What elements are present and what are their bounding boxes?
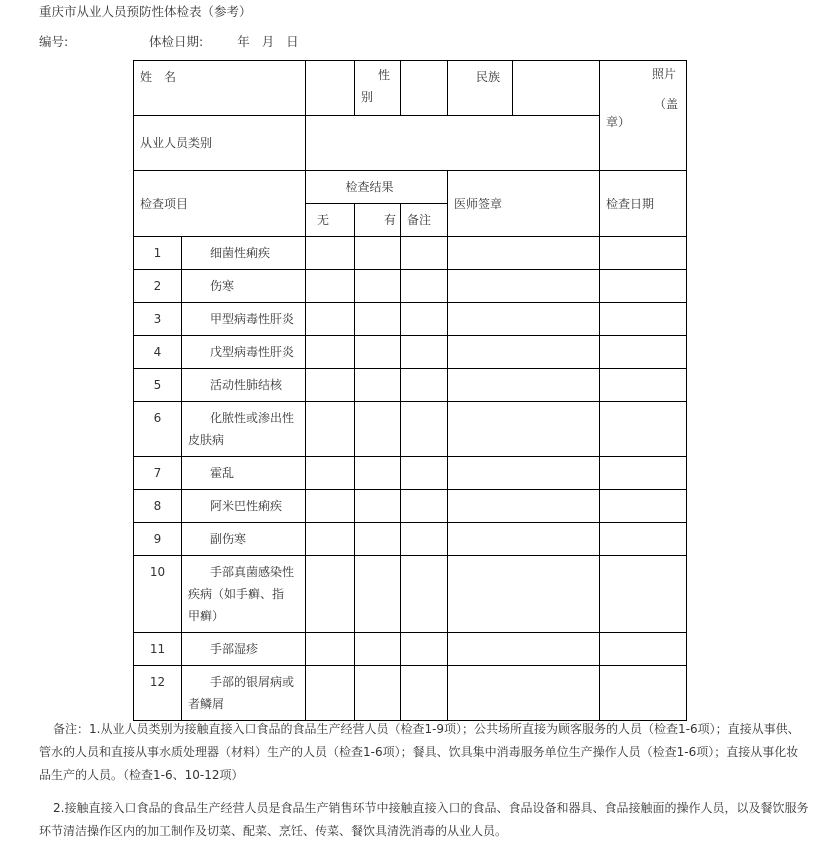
doctor-sign-cell[interactable] — [448, 303, 600, 336]
exam-date-cell[interactable] — [600, 633, 687, 666]
table-row — [134, 237, 687, 270]
table-row — [134, 303, 687, 336]
exam-date-cell[interactable] — [600, 523, 687, 556]
table-row — [134, 523, 687, 556]
result-no-cell[interactable] — [306, 237, 355, 270]
doctor-sign-cell[interactable] — [448, 457, 600, 490]
photo-cell — [600, 61, 687, 171]
doctor-sign-cell[interactable] — [448, 336, 600, 369]
item-name: 活动性肺结核 — [182, 369, 306, 402]
item-header-cell — [134, 171, 306, 237]
item-number: 12 — [134, 666, 182, 721]
result-no-cell[interactable] — [306, 457, 355, 490]
exam-date-cell[interactable] — [600, 457, 687, 490]
result-yes-cell[interactable] — [355, 633, 401, 666]
item-name: 手部真菌感染性 疾病（如手癣、指 甲癣） — [182, 556, 306, 633]
item-number: 8 — [134, 490, 182, 523]
result-yes-cell[interactable] — [355, 336, 401, 369]
doctor-sign-cell[interactable] — [448, 523, 600, 556]
doctor-sign-cell[interactable] — [448, 237, 600, 270]
result-yes-cell[interactable] — [355, 270, 401, 303]
result-note-cell[interactable] — [401, 369, 448, 402]
doctor-header-cell — [448, 171, 600, 237]
result-note-cell[interactable] — [401, 556, 448, 633]
date-header: 检查日期 — [606, 196, 655, 211]
photo-label-2: （盖 — [654, 97, 679, 111]
item-name: 甲型病毒性肝炎 — [182, 303, 306, 336]
doctor-sign-cell[interactable] — [448, 556, 600, 633]
result-yes-cell[interactable] — [355, 666, 401, 721]
exam-date-cell[interactable] — [600, 237, 687, 270]
gender-label-2: 别 — [361, 90, 374, 104]
result-no-cell[interactable] — [306, 490, 355, 523]
exam-date-cell[interactable] — [600, 490, 687, 523]
exam-form-table — [133, 60, 687, 721]
result-yes-cell[interactable] — [355, 490, 401, 523]
doctor-sign-cell[interactable] — [448, 666, 600, 721]
item-number: 7 — [134, 457, 182, 490]
name-label-cell — [134, 61, 306, 116]
table-row — [134, 369, 687, 402]
result-no-cell[interactable] — [306, 369, 355, 402]
doctor-sign-cell[interactable] — [448, 490, 600, 523]
item-number: 11 — [134, 633, 182, 666]
result-no-cell[interactable] — [306, 666, 355, 721]
item-number: 9 — [134, 523, 182, 556]
item-name: 化脓性或渗出性 皮肤病 — [182, 402, 306, 457]
exam-date-label: 体检日期: — [149, 34, 204, 49]
result-note-cell[interactable] — [401, 336, 448, 369]
note-paragraph-1: 备注：1.从业人员类别为接触直接入口食品的食品生产经营人员（检查1-9项）；公共场所直接为顾客服务的人员（检查1-6项）；直接从事供、管水的人员和直接从事水质处理器（材料）生产的人员（检查1-6项）；餐具、饮具集中消毒服务单位生产操作人员（检查1-6项）；直接从事化妆品生产的人员。（检查1-6、10-12项） — [39, 722, 800, 782]
result-yes-cell[interactable] — [355, 303, 401, 336]
name-value-cell[interactable] — [306, 61, 355, 116]
photo-label-1: 照片 — [652, 67, 677, 81]
category-value-cell[interactable] — [306, 116, 600, 171]
item-number: 3 — [134, 303, 182, 336]
ethnicity-value-cell[interactable] — [513, 61, 600, 116]
category-label: 从业人员类别 — [140, 136, 213, 150]
result-no-cell[interactable] — [306, 556, 355, 633]
name-label: 姓 名 — [140, 70, 177, 84]
exam-date-cell[interactable] — [600, 666, 687, 721]
table-row — [134, 633, 687, 666]
result-yes-header: 有 — [355, 204, 401, 237]
result-no-cell[interactable] — [306, 633, 355, 666]
exam-date-cell[interactable] — [600, 303, 687, 336]
exam-date-cell[interactable] — [600, 336, 687, 369]
result-yes-cell[interactable] — [355, 402, 401, 457]
month-label: 月 — [261, 34, 275, 49]
result-no-cell[interactable] — [306, 523, 355, 556]
year-label: 年 — [237, 34, 250, 49]
item-number: 6 — [134, 402, 182, 457]
item-name: 手部的银屑病或 者鳞屑 — [182, 666, 306, 721]
item-name: 戊型病毒性肝炎 — [182, 336, 306, 369]
table-row — [134, 666, 687, 721]
photo-label-3: 章） — [606, 115, 631, 129]
result-no-header: 无 — [306, 204, 355, 237]
gender-value-cell[interactable] — [401, 61, 448, 116]
table-row — [134, 457, 687, 490]
item-number: 4 — [134, 336, 182, 369]
item-name: 伤寒 — [182, 270, 306, 303]
result-note-cell[interactable] — [401, 633, 448, 666]
doctor-sign-cell[interactable] — [448, 402, 600, 457]
gender-label-1: 性 — [378, 68, 391, 82]
result-note-cell[interactable] — [401, 303, 448, 336]
result-yes-cell[interactable] — [355, 556, 401, 633]
result-header: 检查结果 — [345, 180, 394, 194]
number-label: 编号: — [39, 34, 69, 49]
item-number: 10 — [134, 556, 182, 633]
result-yes-cell[interactable] — [355, 237, 401, 270]
table-row — [134, 270, 687, 303]
category-label-cell — [134, 116, 306, 171]
ethnicity-label-cell — [448, 61, 513, 116]
note-paragraph-2: 2.接触直接入口食品的食品生产经营人员是食品生产销售环节中接触直接入口的食品、食品设备和器具、食品接触面的操作人员，以及餐饮服务环节清洁操作区内的加工制作及切菜、配菜、烹饪、传菜、餐饮具清洗消毒的从业人员。 — [39, 801, 809, 838]
ethnicity-label: 民族 — [476, 70, 501, 84]
exam-date-cell[interactable] — [600, 270, 687, 303]
result-yes-cell[interactable] — [355, 523, 401, 556]
item-header: 检查项目 — [140, 196, 189, 211]
table-row — [134, 336, 687, 369]
result-no-cell[interactable] — [306, 303, 355, 336]
result-yes-cell[interactable] — [355, 369, 401, 402]
result-note-cell[interactable] — [401, 457, 448, 490]
notes-section — [39, 718, 809, 843]
doctor-sign-cell[interactable] — [448, 369, 600, 402]
table-row — [134, 402, 687, 457]
result-note-header: 备注 — [401, 204, 448, 237]
item-name: 手部湿疹 — [182, 633, 306, 666]
gender-label-cell — [355, 61, 401, 116]
result-no-cell[interactable] — [306, 270, 355, 303]
result-yes-cell[interactable] — [355, 457, 401, 490]
result-note-cell[interactable] — [401, 523, 448, 556]
result-note-cell[interactable] — [401, 666, 448, 721]
result-header-cell — [306, 171, 448, 204]
doctor-sign-cell[interactable] — [448, 633, 600, 666]
table-row — [134, 490, 687, 523]
doctor-header: 医师签章 — [454, 196, 503, 211]
date-header-cell — [600, 171, 687, 237]
result-note-cell[interactable] — [401, 237, 448, 270]
form-title: 重庆市从业人员预防性体检表（参考） — [39, 4, 252, 19]
item-number: 5 — [134, 369, 182, 402]
exam-date-cell[interactable] — [600, 556, 687, 633]
item-name: 副伤寒 — [182, 523, 306, 556]
result-note-cell[interactable] — [401, 402, 448, 457]
result-note-cell[interactable] — [401, 270, 448, 303]
item-name: 阿米巴性痢疾 — [182, 490, 306, 523]
item-name: 细菌性痢疾 — [182, 237, 306, 270]
exam-date-cell[interactable] — [600, 369, 687, 402]
result-no-cell[interactable] — [306, 402, 355, 457]
result-note-cell[interactable] — [401, 490, 448, 523]
item-name: 霍乱 — [182, 457, 306, 490]
exam-date-cell[interactable] — [600, 402, 687, 457]
result-no-cell[interactable] — [306, 336, 355, 369]
item-number: 1 — [134, 237, 182, 270]
day-label: 日 — [286, 34, 299, 49]
doctor-sign-cell[interactable] — [448, 270, 600, 303]
table-row — [134, 556, 687, 633]
exam-date-line — [149, 32, 303, 50]
item-number: 2 — [134, 270, 182, 303]
